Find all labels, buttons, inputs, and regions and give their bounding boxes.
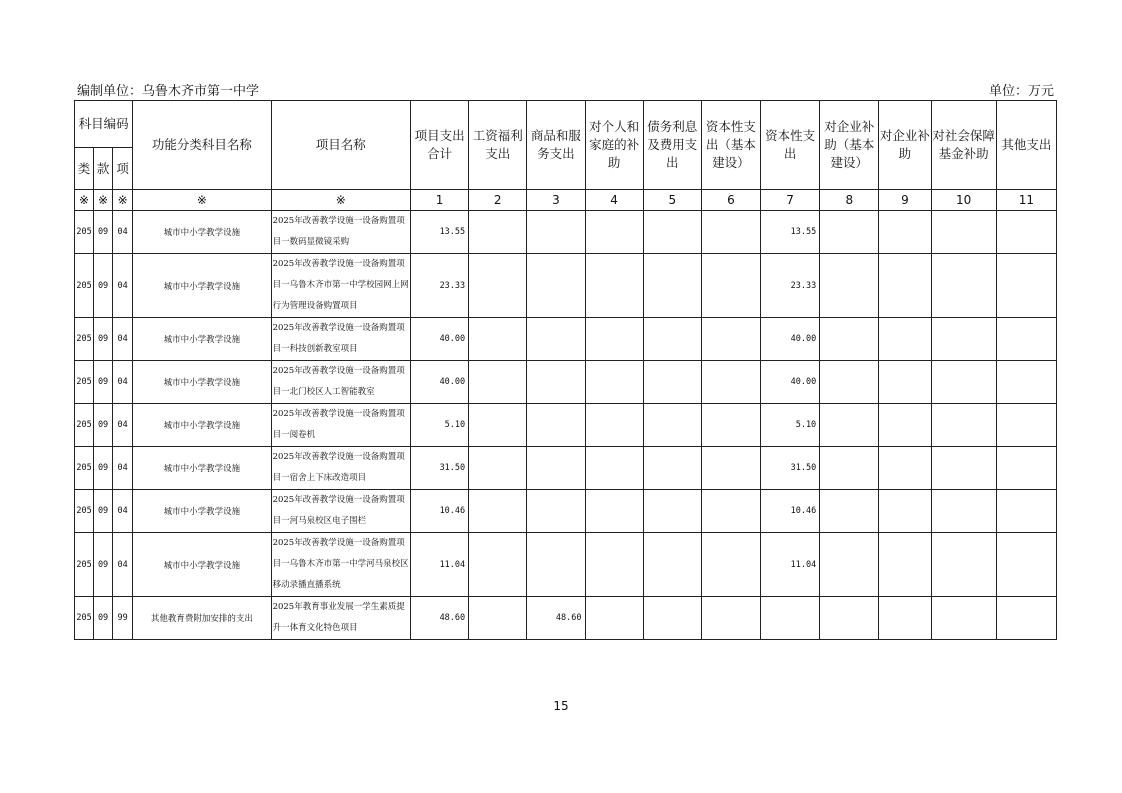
goods-cell	[527, 361, 585, 404]
c5-cell	[643, 597, 701, 640]
c8-cell	[820, 447, 879, 490]
index-cell: 8	[820, 190, 879, 211]
capital-cell: 40.00	[761, 318, 820, 361]
c6-cell	[701, 447, 760, 490]
capital-cell	[761, 597, 820, 640]
kuan-cell: 09	[94, 490, 113, 533]
c6-cell	[701, 404, 760, 447]
header-lei: 类	[75, 148, 94, 190]
kuan-cell: 09	[94, 254, 113, 318]
c6-cell	[701, 533, 760, 597]
header-c5: 债务利息及费用支出	[643, 101, 701, 190]
c11-cell	[996, 597, 1056, 640]
func-name-cell: 城市中小学教学设施	[133, 447, 271, 490]
total-cell: 40.00	[410, 318, 468, 361]
index-cell: 5	[643, 190, 701, 211]
index-cell: 1	[410, 190, 468, 211]
table-row	[75, 361, 1057, 404]
page-number: 15	[553, 699, 569, 713]
c10-cell	[931, 318, 996, 361]
c6-cell	[701, 490, 760, 533]
kuan-cell: 09	[94, 211, 113, 254]
index-cell: 6	[701, 190, 760, 211]
header-c9: 对企业补助	[879, 101, 931, 190]
func-name-cell: 其他教育费附加安排的支出	[133, 597, 271, 640]
c5-cell	[643, 254, 701, 318]
budget-table	[74, 100, 1057, 640]
project-name-cell: 2025年改善教学设施一设备购置项目一科技创新教室项目	[271, 318, 410, 361]
kuan-cell: 09	[94, 361, 113, 404]
goods-cell: 48.60	[527, 597, 585, 640]
c11-cell	[996, 447, 1056, 490]
lei-cell: 205	[75, 211, 94, 254]
total-cell: 31.50	[410, 447, 468, 490]
total-cell: 23.33	[410, 254, 468, 318]
capital-cell: 10.46	[761, 490, 820, 533]
header-c10: 对社会保障基金补助	[931, 101, 996, 190]
capital-cell: 11.04	[761, 533, 820, 597]
func-name-cell: 城市中小学教学设施	[133, 318, 271, 361]
c9-cell	[879, 404, 931, 447]
goods-cell	[527, 211, 585, 254]
kuan-cell: 09	[94, 318, 113, 361]
project-name-cell: 2025年改善教学设施一设备购置项目一北门校区人工智能教室	[271, 361, 410, 404]
index-cell: ※	[271, 190, 410, 211]
c2-cell	[469, 361, 527, 404]
total-cell: 13.55	[410, 211, 468, 254]
header-xiang: 项	[113, 148, 133, 190]
index-cell: 7	[761, 190, 820, 211]
project-name-cell: 2025年教育事业发展一学生素质提升一体育文化特色项目	[271, 597, 410, 640]
goods-cell	[527, 447, 585, 490]
c5-cell	[643, 211, 701, 254]
c11-cell	[996, 318, 1056, 361]
c9-cell	[879, 254, 931, 318]
c2-cell	[469, 490, 527, 533]
c5-cell	[643, 361, 701, 404]
c8-cell	[820, 318, 879, 361]
lei-cell: 205	[75, 597, 94, 640]
c5-cell	[643, 404, 701, 447]
xiang-cell: 04	[113, 254, 133, 318]
func-name-cell: 城市中小学教学设施	[133, 211, 271, 254]
total-cell: 10.46	[410, 490, 468, 533]
c2-cell	[469, 404, 527, 447]
lei-cell: 205	[75, 318, 94, 361]
table-row	[75, 597, 1057, 640]
c10-cell	[931, 490, 996, 533]
project-name-cell: 2025年改善教学设施一设备购置项目一阅卷机	[271, 404, 410, 447]
c6-cell	[701, 597, 760, 640]
c10-cell	[931, 254, 996, 318]
index-cell: 10	[931, 190, 996, 211]
total-cell: 40.00	[410, 361, 468, 404]
total-cell: 11.04	[410, 533, 468, 597]
kuan-cell: 09	[94, 404, 113, 447]
index-cell: ※	[75, 190, 94, 211]
xiang-cell: 99	[113, 597, 133, 640]
func-name-cell: 城市中小学教学设施	[133, 404, 271, 447]
lei-cell: 205	[75, 361, 94, 404]
table-row	[75, 318, 1057, 361]
total-cell: 5.10	[410, 404, 468, 447]
c11-cell	[996, 490, 1056, 533]
kuan-cell: 09	[94, 597, 113, 640]
c5-cell	[643, 447, 701, 490]
c8-cell	[820, 597, 879, 640]
xiang-cell: 04	[113, 361, 133, 404]
c8-cell	[820, 254, 879, 318]
header-c11: 其他支出	[996, 101, 1056, 190]
header-c2: 工资福利支出	[469, 101, 527, 190]
index-cell: ※	[133, 190, 271, 211]
lei-cell: 205	[75, 404, 94, 447]
c4-cell	[585, 490, 643, 533]
func-name-cell: 城市中小学教学设施	[133, 254, 271, 318]
index-row	[75, 190, 1057, 211]
index-cell: ※	[94, 190, 113, 211]
func-name-cell: 城市中小学教学设施	[133, 533, 271, 597]
c5-cell	[643, 490, 701, 533]
compiling-unit: 编制单位：乌鲁木齐市第一中学	[77, 84, 260, 99]
header-kuan: 款	[94, 148, 113, 190]
c5-cell	[643, 318, 701, 361]
c6-cell	[701, 318, 760, 361]
c9-cell	[879, 447, 931, 490]
header-c6: 资本性支出（基本建设）	[701, 101, 760, 190]
project-name-cell: 2025年改善教学设施一设备购置项目一河马泉校区电子围栏	[271, 490, 410, 533]
c6-cell	[701, 254, 760, 318]
goods-cell	[527, 254, 585, 318]
c9-cell	[879, 597, 931, 640]
xiang-cell: 04	[113, 211, 133, 254]
capital-cell: 23.33	[761, 254, 820, 318]
c4-cell	[585, 404, 643, 447]
goods-cell	[527, 490, 585, 533]
capital-cell: 5.10	[761, 404, 820, 447]
header-project-name: 项目名称	[271, 101, 410, 190]
c10-cell	[931, 447, 996, 490]
c10-cell	[931, 597, 996, 640]
c11-cell	[996, 361, 1056, 404]
c9-cell	[879, 318, 931, 361]
table-row	[75, 254, 1057, 318]
c9-cell	[879, 361, 931, 404]
index-cell: ※	[113, 190, 133, 211]
c4-cell	[585, 211, 643, 254]
index-cell: 9	[879, 190, 931, 211]
xiang-cell: 04	[113, 318, 133, 361]
project-name-cell: 2025年改善教学设施一设备购置项目一数码显微镜采购	[271, 211, 410, 254]
header-c4: 对个人和家庭的补助	[585, 101, 643, 190]
xiang-cell: 04	[113, 533, 133, 597]
c4-cell	[585, 318, 643, 361]
c4-cell	[585, 597, 643, 640]
table-row	[75, 404, 1057, 447]
kuan-cell: 09	[94, 533, 113, 597]
c11-cell	[996, 254, 1056, 318]
c2-cell	[469, 254, 527, 318]
c9-cell	[879, 533, 931, 597]
table-row	[75, 533, 1057, 597]
total-cell: 48.60	[410, 597, 468, 640]
func-name-cell: 城市中小学教学设施	[133, 490, 271, 533]
c2-cell	[469, 211, 527, 254]
index-cell: 3	[527, 190, 585, 211]
currency-unit: 单位：万元	[988, 84, 1054, 99]
c2-cell	[469, 447, 527, 490]
c6-cell	[701, 211, 760, 254]
header-c3: 商品和服务支出	[527, 101, 585, 190]
goods-cell	[527, 533, 585, 597]
c4-cell	[585, 447, 643, 490]
kuan-cell: 09	[94, 447, 113, 490]
lei-cell: 205	[75, 254, 94, 318]
c11-cell	[996, 404, 1056, 447]
goods-cell	[527, 318, 585, 361]
capital-cell: 31.50	[761, 447, 820, 490]
header-code-group: 科目编码	[75, 101, 133, 148]
table-row	[75, 490, 1057, 533]
index-cell: 4	[585, 190, 643, 211]
c2-cell	[469, 533, 527, 597]
header-c8: 对企业补助（基本建设）	[820, 101, 879, 190]
c4-cell	[585, 254, 643, 318]
c6-cell	[701, 361, 760, 404]
c2-cell	[469, 597, 527, 640]
c10-cell	[931, 361, 996, 404]
index-cell: 2	[469, 190, 527, 211]
c11-cell	[996, 211, 1056, 254]
c10-cell	[931, 533, 996, 597]
c5-cell	[643, 533, 701, 597]
c10-cell	[931, 211, 996, 254]
project-name-cell: 2025年改善教学设施一设备购置项目一乌鲁木齐市第一中学校园网上网行为管理设备购置项目	[271, 254, 410, 318]
lei-cell: 205	[75, 447, 94, 490]
c8-cell	[820, 533, 879, 597]
c8-cell	[820, 490, 879, 533]
project-name-cell: 2025年改善教学设施一设备购置项目一乌鲁木齐市第一中学河马泉校区移动录播直播系统	[271, 533, 410, 597]
header-c1: 项目支出合计	[410, 101, 468, 190]
c11-cell	[996, 533, 1056, 597]
xiang-cell: 04	[113, 447, 133, 490]
lei-cell: 205	[75, 490, 94, 533]
lei-cell: 205	[75, 533, 94, 597]
capital-cell: 40.00	[761, 361, 820, 404]
c4-cell	[585, 361, 643, 404]
c4-cell	[585, 533, 643, 597]
capital-cell: 13.55	[761, 211, 820, 254]
func-name-cell: 城市中小学教学设施	[133, 361, 271, 404]
c8-cell	[820, 211, 879, 254]
c8-cell	[820, 404, 879, 447]
c8-cell	[820, 361, 879, 404]
index-cell: 11	[996, 190, 1056, 211]
c9-cell	[879, 490, 931, 533]
c9-cell	[879, 211, 931, 254]
xiang-cell: 04	[113, 404, 133, 447]
c2-cell	[469, 318, 527, 361]
table-row	[75, 211, 1057, 254]
header-c7: 资本性支出	[761, 101, 820, 190]
header-func-name: 功能分类科目名称	[133, 101, 271, 190]
c10-cell	[931, 404, 996, 447]
project-name-cell: 2025年改善教学设施一设备购置项目一宿舍上下床改造项目	[271, 447, 410, 490]
xiang-cell: 04	[113, 490, 133, 533]
goods-cell	[527, 404, 585, 447]
table-row	[75, 447, 1057, 490]
